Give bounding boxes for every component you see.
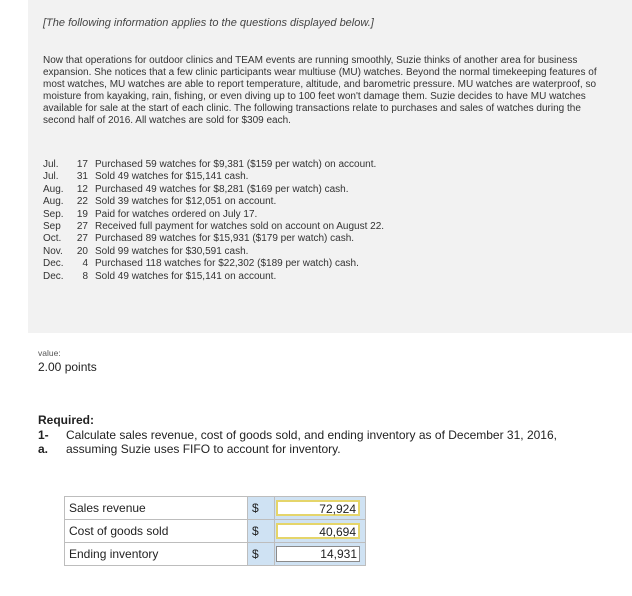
transaction-day: 31: [76, 171, 88, 183]
transaction-month: Jul.: [43, 171, 59, 183]
transaction-row: [43, 209, 384, 221]
transaction-text: Purchased 89 watches for $15,931 ($179 per watch) cash.: [95, 233, 355, 245]
transaction-list: [43, 159, 384, 283]
answer-cell: [275, 497, 366, 520]
question-text: Calculate sales revenue, cost of goods sold, and ending inventory as of December 31, 2016, assuming Suzie uses FIFO to account for inventory.: [66, 428, 557, 456]
required-heading: Required:: [38, 413, 95, 427]
transaction-row: [43, 159, 384, 171]
intro-paragraph: Now that operations for outdoor clinics and TEAM events are running smoothly, Suzie thinks of another area for business expansion. She notices that a few clinic participants wear multiuse (MU) watches. Beyond the normal timekeeping features of most watches, MU watches are able to report temperature, altitude, and barometric pressure. MU watches are waterproof, so moisture from kayaking, rain, fishing, or even diving up to 100 feet won't damage them. Suzie decides to have MU watches available for sale at the start of each clinic. The following transactions relate to purchases and sales of watches during the second half of 2016. All watches are sold for $309 each.: [43, 55, 597, 127]
question-number: 1-a.: [38, 428, 49, 456]
currency-symbol: $: [248, 497, 275, 520]
answer-label: Ending inventory: [65, 543, 248, 566]
transaction-month: Oct.: [43, 233, 62, 245]
transaction-month: Dec.: [43, 270, 64, 282]
transaction-month: Dec.: [43, 258, 64, 270]
ending-inventory-input[interactable]: 14,931: [276, 546, 360, 562]
transaction-day: 27: [76, 220, 88, 232]
transaction-text: Received full payment for watches sold on account on August 22.: [95, 220, 385, 232]
points-value: 2.00 points: [38, 360, 97, 374]
answer-label: Cost of goods sold: [65, 520, 248, 543]
currency-symbol: $: [248, 520, 275, 543]
transaction-text: Purchased 49 watches for $8,281 ($169 per watch) cash.: [95, 183, 349, 195]
answer-cell: [275, 520, 366, 543]
answer-label: Sales revenue: [65, 497, 248, 520]
transaction-day: 12: [76, 183, 88, 195]
transaction-day: 4: [82, 258, 88, 270]
intro-heading: [The following information applies to the questions displayed below.]: [43, 17, 374, 29]
transaction-row: [43, 246, 384, 258]
sales-revenue-input[interactable]: 72,924: [276, 500, 360, 516]
transaction-month: Aug.: [43, 183, 64, 195]
transaction-row: [43, 271, 384, 283]
transaction-row: [43, 184, 384, 196]
transaction-day: 17: [76, 159, 88, 170]
transaction-month: Aug.: [43, 196, 64, 208]
transaction-text: Purchased 59 watches for $9,381 ($159 per watch) on account.: [95, 159, 377, 170]
value-label: value:: [38, 348, 61, 358]
transaction-day: 22: [76, 196, 88, 208]
transaction-row: [43, 258, 384, 270]
transaction-row: [43, 171, 384, 183]
transaction-day: 19: [76, 208, 88, 220]
transaction-text: Sold 49 watches for $15,141 on account.: [95, 270, 277, 282]
transaction-row: [43, 196, 384, 208]
transaction-month: Jul.: [43, 159, 59, 170]
cost-of-goods-sold-input[interactable]: 40,694: [276, 523, 360, 539]
transaction-month: Sep.: [43, 208, 64, 220]
transaction-text: Purchased 118 watches for $22,302 ($189 per watch) cash.: [95, 258, 359, 270]
answer-table: [64, 496, 366, 566]
transaction-day: 27: [76, 233, 88, 245]
transaction-text: Sold 39 watches for $12,051 on account.: [95, 196, 277, 208]
transaction-month: Nov.: [43, 245, 63, 257]
intro-panel: [28, 0, 632, 333]
transaction-text: Sold 49 watches for $15,141 cash.: [95, 171, 249, 183]
transaction-day: 20: [76, 245, 88, 257]
answer-cell: [275, 543, 366, 566]
answer-row-cost-of-goods-sold: [65, 520, 366, 543]
currency-symbol: $: [248, 543, 275, 566]
transaction-row: [43, 233, 384, 245]
answer-row-sales-revenue: [65, 497, 366, 520]
transaction-row: [43, 221, 384, 233]
transaction-day: 8: [82, 270, 88, 282]
answer-row-ending-inventory: [65, 543, 366, 566]
transaction-text: Paid for watches ordered on July 17.: [95, 208, 258, 220]
transaction-text: Sold 99 watches for $30,591 cash.: [95, 245, 249, 257]
transaction-month: Sep: [43, 220, 61, 232]
